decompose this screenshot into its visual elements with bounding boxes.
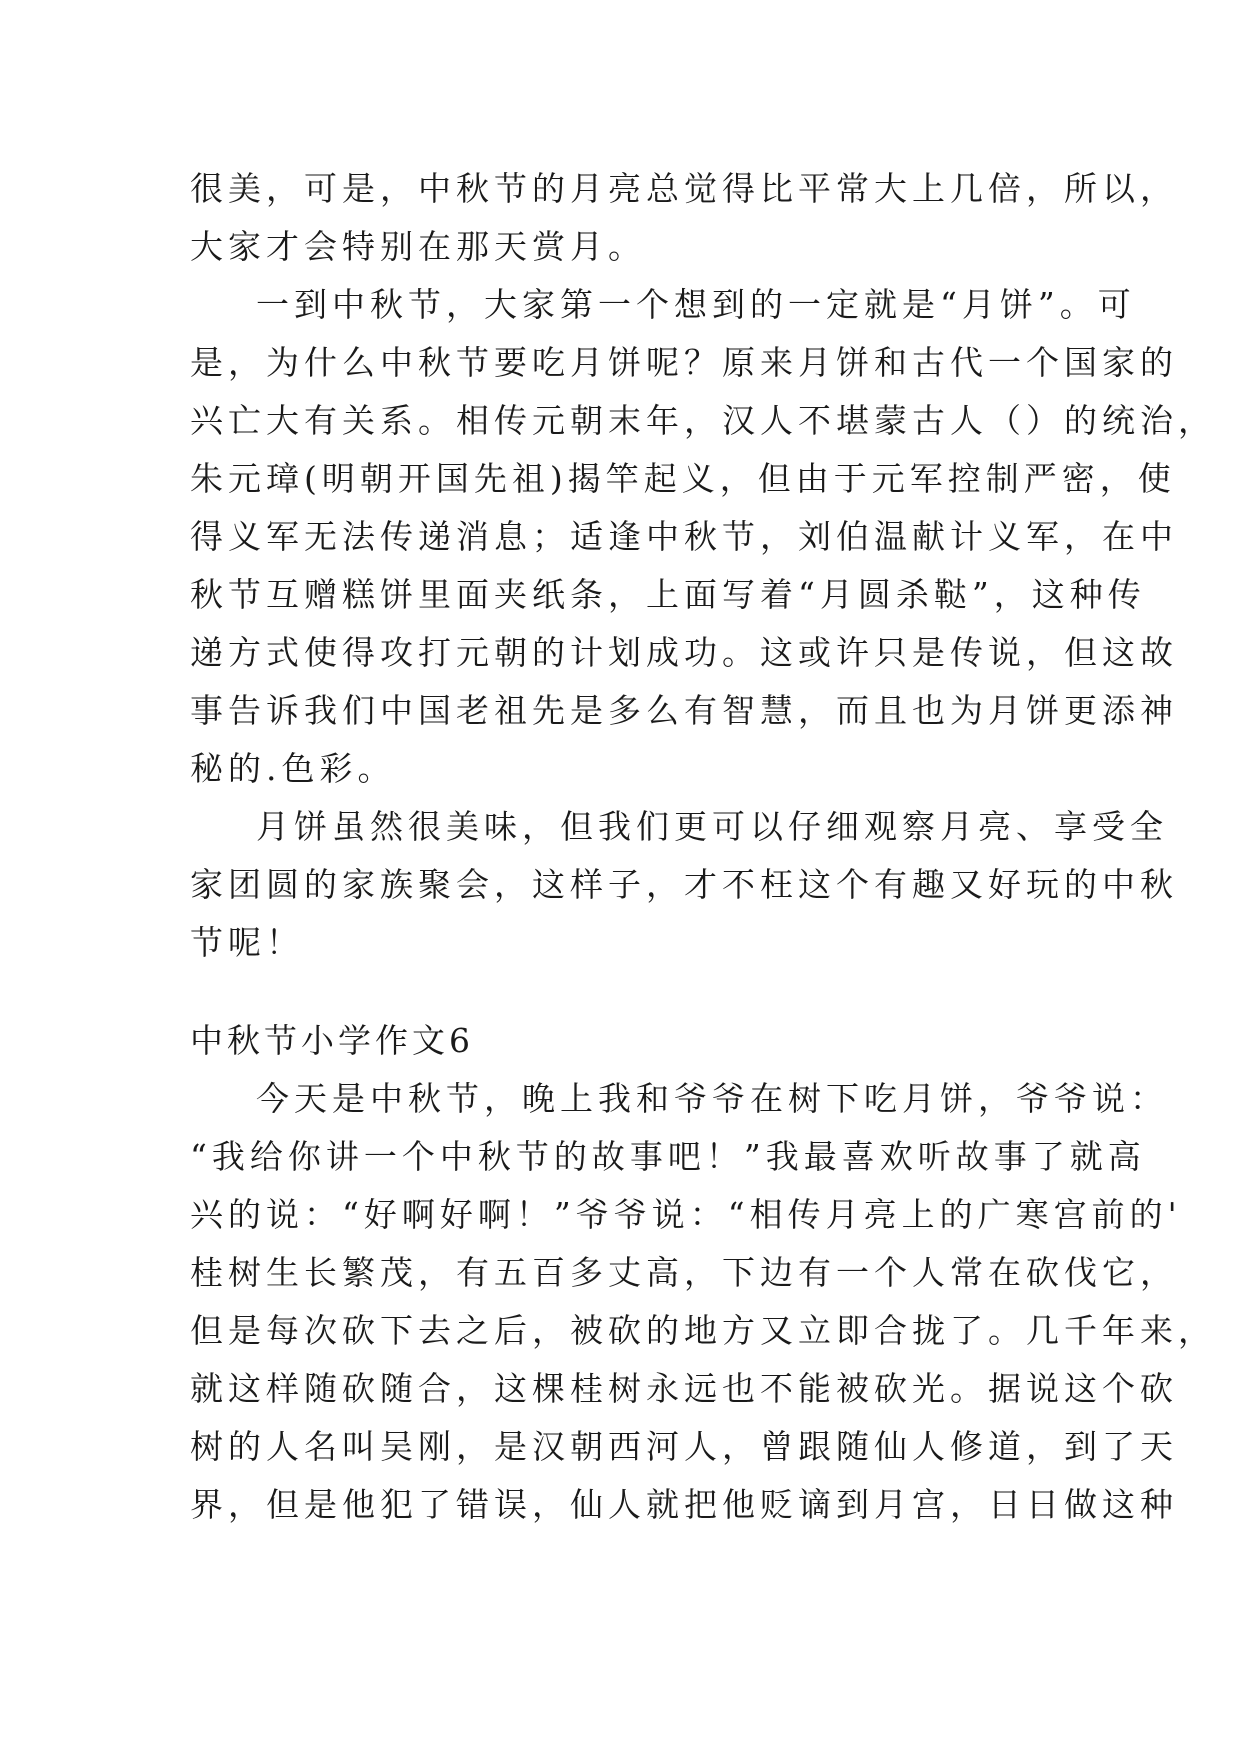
- text-line: 家团圆的家族聚会，这样子，才不枉这个有趣又好玩的中秋: [190, 865, 1178, 904]
- paragraph: [190, 160, 1178, 276]
- text-line: 是，为什么中秋节要吃月饼呢？原来月饼和古代一个国家的: [190, 343, 1178, 382]
- document-body: [190, 160, 1216, 1534]
- text-line: 今天是中秋节，晚上我和爷爷在树下吃月饼，爷爷说：: [256, 1079, 1168, 1118]
- text-line: 朱元璋(明朝开国先祖)揭竿起义，但由于元军控制严密，使: [190, 459, 1176, 498]
- text-line: 很美，可是，中秋节的月亮总觉得比平常大上几倍，所以，: [190, 169, 1178, 208]
- section-gap: [190, 972, 1070, 1012]
- text-line: 节呢！: [190, 923, 304, 962]
- text-line: 得义军无法传递消息；适逢中秋节，刘伯温献计义军，在中: [190, 517, 1178, 556]
- text-line: 大家才会特别在那天赏月。: [190, 227, 646, 266]
- paragraph: [190, 276, 1216, 798]
- text-line: 一到中秋节，大家第一个想到的一定就是“月饼”。可: [256, 285, 1136, 324]
- text-line: 递方式使得攻打元朝的计划成功。这或许只是传说，但这故: [190, 633, 1178, 672]
- text-line: 兴亡大有关系。相传元朝末年，汉人不堪蒙古人（）的统治，: [190, 401, 1216, 440]
- text-line: 就这样随砍随合，这棵桂树永远也不能被砍光。据说这个砍: [190, 1369, 1178, 1408]
- text-line: 界，但是他犯了错误，仙人就把他贬谪到月宫，日日做这种: [190, 1485, 1178, 1524]
- bottom-paragraphs: [190, 1070, 1216, 1534]
- section-title: 中秋节小学作文6: [190, 1021, 474, 1060]
- text-line: “我给你讲一个中秋节的故事吧！”我最喜欢听故事了就高: [190, 1137, 1146, 1176]
- text-line: 桂树生长繁茂，有五百多丈高，下边有一个人常在砍伐它，: [190, 1253, 1178, 1292]
- text-line: 树的人名叫吴刚，是汉朝西河人，曾跟随仙人修道，到了天: [190, 1427, 1178, 1466]
- paragraph: [190, 798, 1178, 972]
- text-line: 事告诉我们中国老祖先是多么有智慧，而且也为月饼更添神: [190, 691, 1178, 730]
- text-line: 但是每次砍下去之后，被砍的地方又立即合拢了。几千年来，: [190, 1311, 1216, 1350]
- text-line: 秋节互赠糕饼里面夹纸条，上面写着“月圆杀鞑”，这种传: [190, 575, 1146, 614]
- text-line: 月饼虽然很美味，但我们更可以仔细观察月亮、享受全: [256, 807, 1168, 846]
- top-paragraphs: [190, 160, 1216, 972]
- text-line: 兴的说：“好啊好啊！”爷爷说：“相传月亮上的广寒宫前的': [190, 1195, 1182, 1234]
- text-line: 秘的.色彩。: [190, 749, 396, 788]
- paragraph: [190, 1070, 1216, 1534]
